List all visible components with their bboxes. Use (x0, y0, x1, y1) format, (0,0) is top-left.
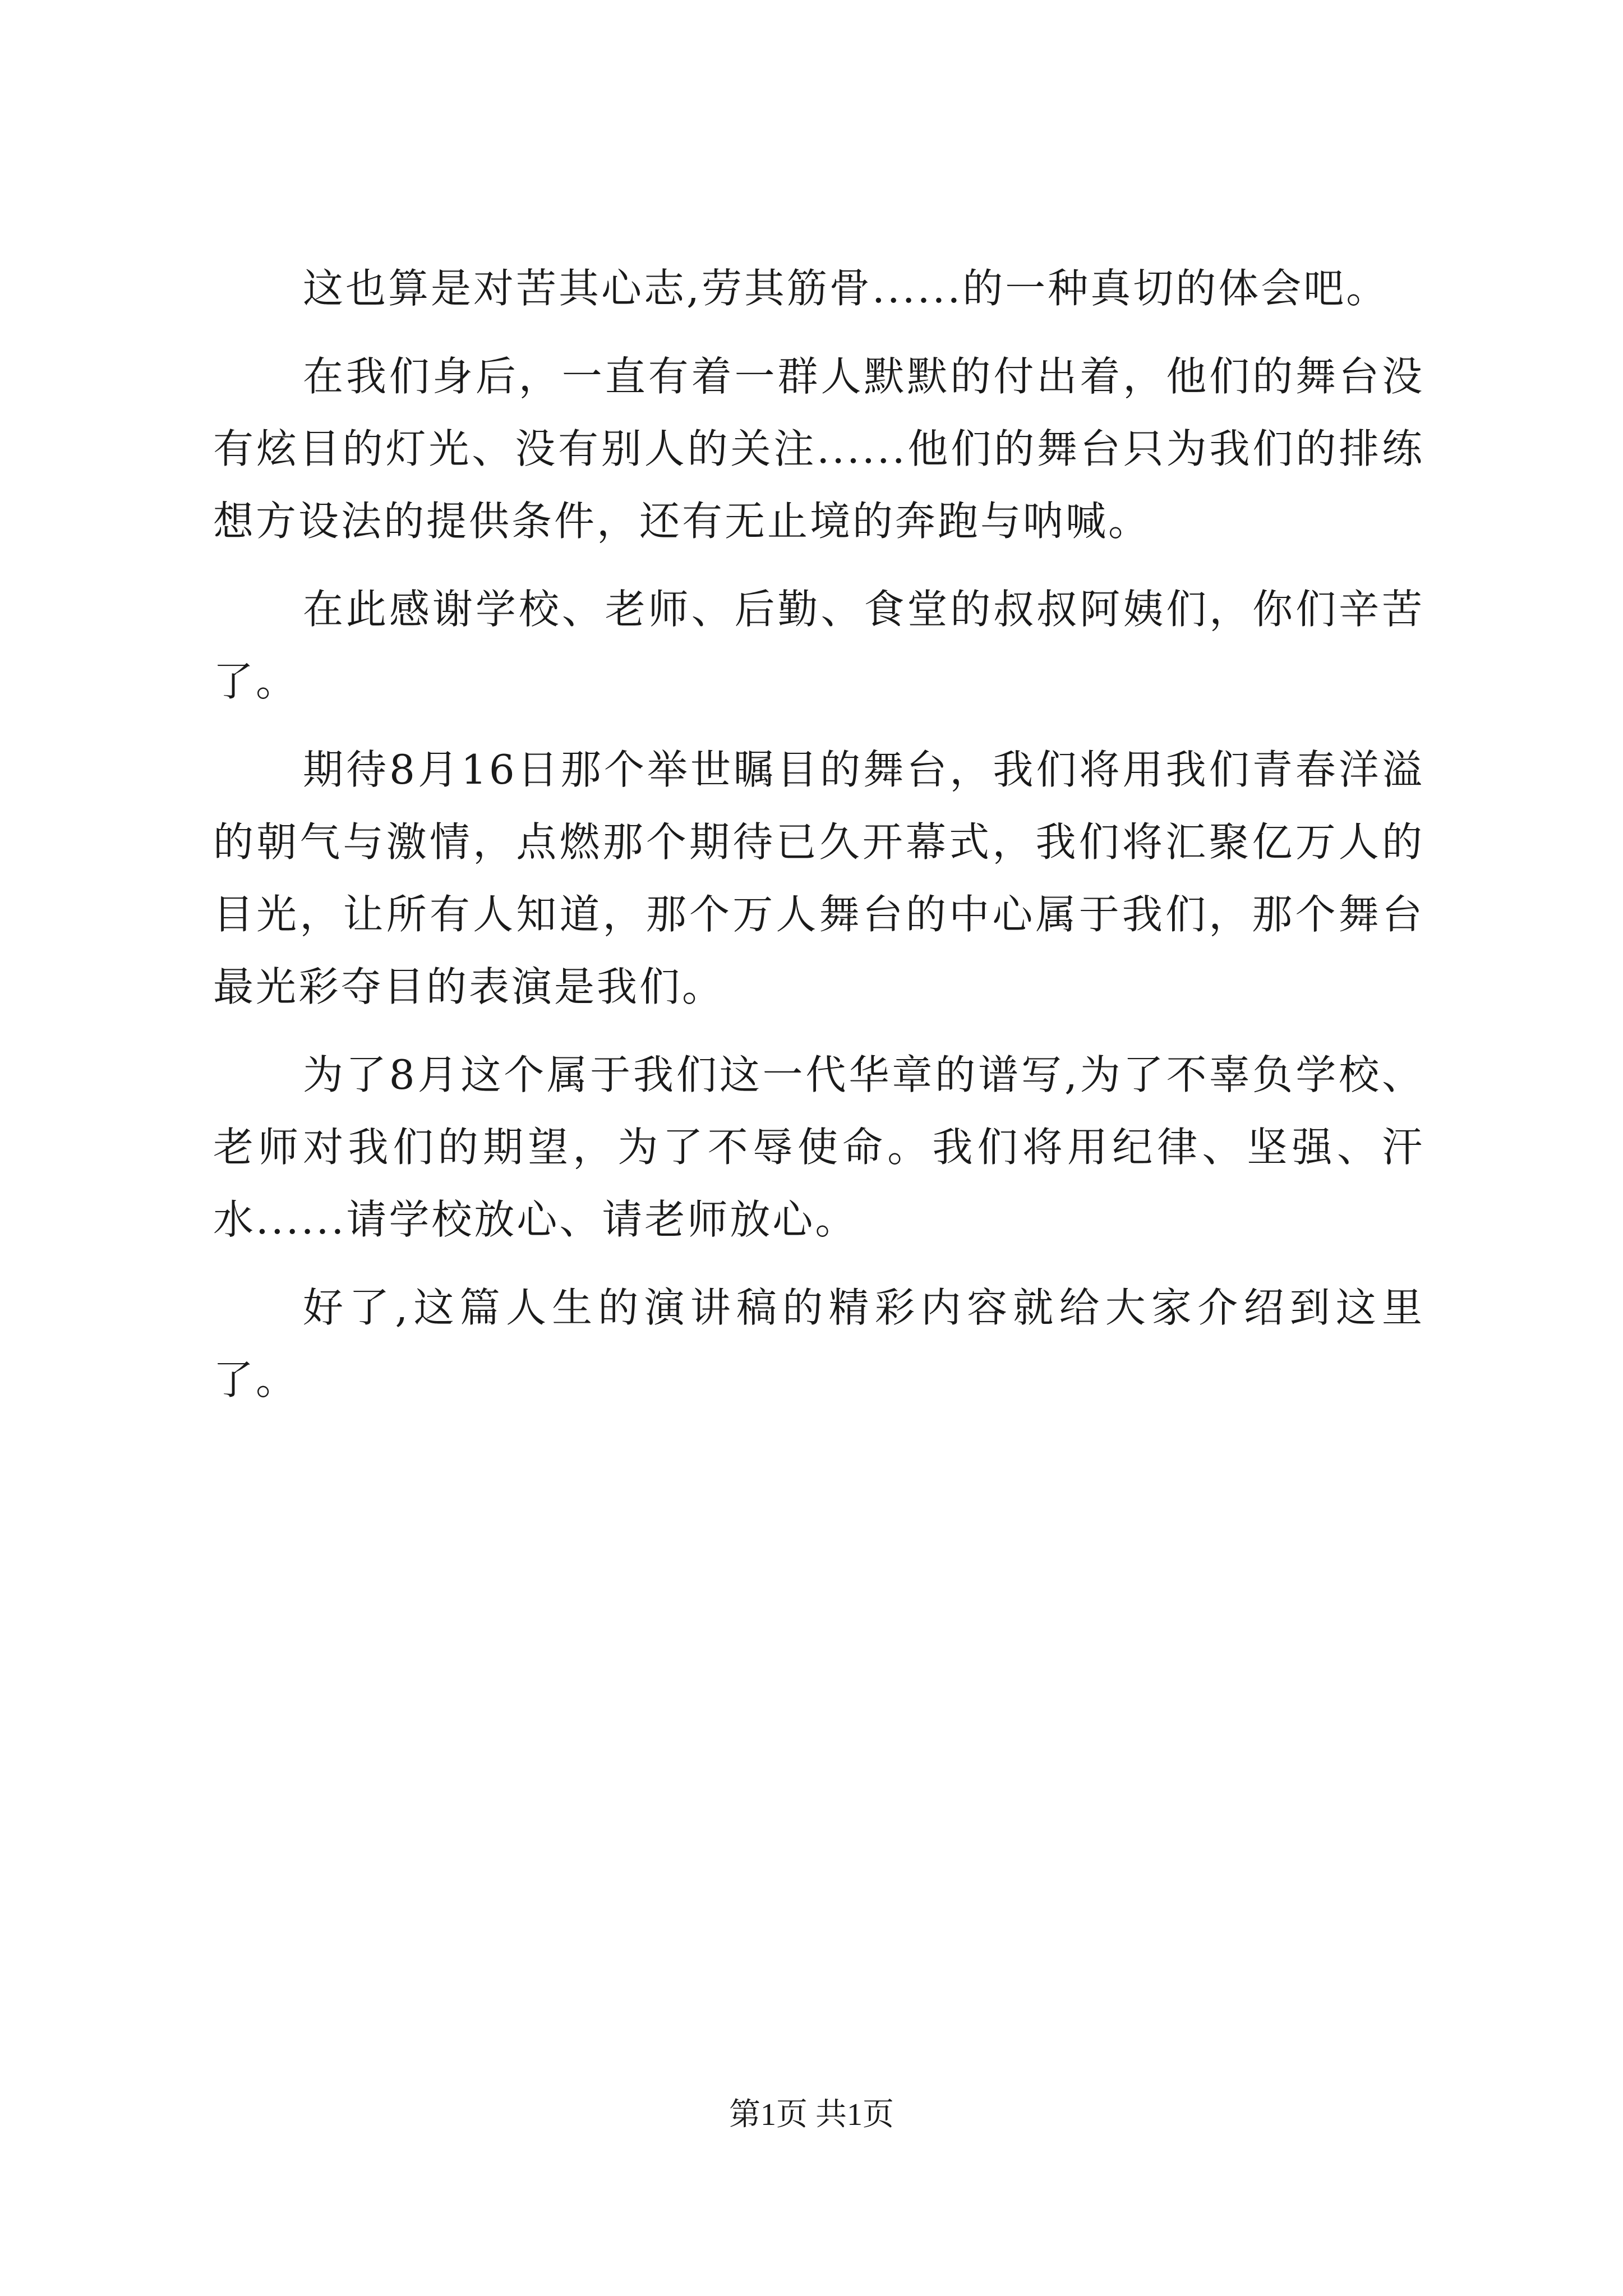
paragraph: 这也算是对苦其心志,劳其筋骨......的一种真切的体会吧。 (303, 265, 1389, 312)
paragraph: 在我们身后，一直有着一群人默默的付出着，他们的舞台没有炫目的灯光、没有别人的关注......他们的舞台只为我们的排练想方设法的提供条件，还有无止境的奔跑与呐喊。 (213, 353, 1424, 545)
page-footer: 第1页 共1页 (729, 2097, 894, 2132)
paragraph: 期待8月16日那个举世瞩目的舞台，我们将用我们青春洋溢的朝气与激情，点燃那个期待已久开幕式，我们将汇聚亿万人的目光，让所有人知道，那个万人舞台的中心属于我们，那个舞台最光彩夺目的表演是我们。 (213, 746, 1424, 1010)
paragraph: 好了,这篇人生的演讲稿的精彩内容就给大家介绍到这里了。 (213, 1284, 1424, 1404)
paragraph: 在此感谢学校、老师、后勤、食堂的叔叔阿姨们，你们辛苦了。 (213, 586, 1424, 705)
document-body (213, 252, 1424, 1432)
paragraph: 为了8月这个属于我们这一代华章的谱写,为了不辜负学校、老师对我们的期望，为了不辱使命。我们将用纪律、坚强、汗水......请学校放心、请老师放心。 (213, 1051, 1424, 1243)
